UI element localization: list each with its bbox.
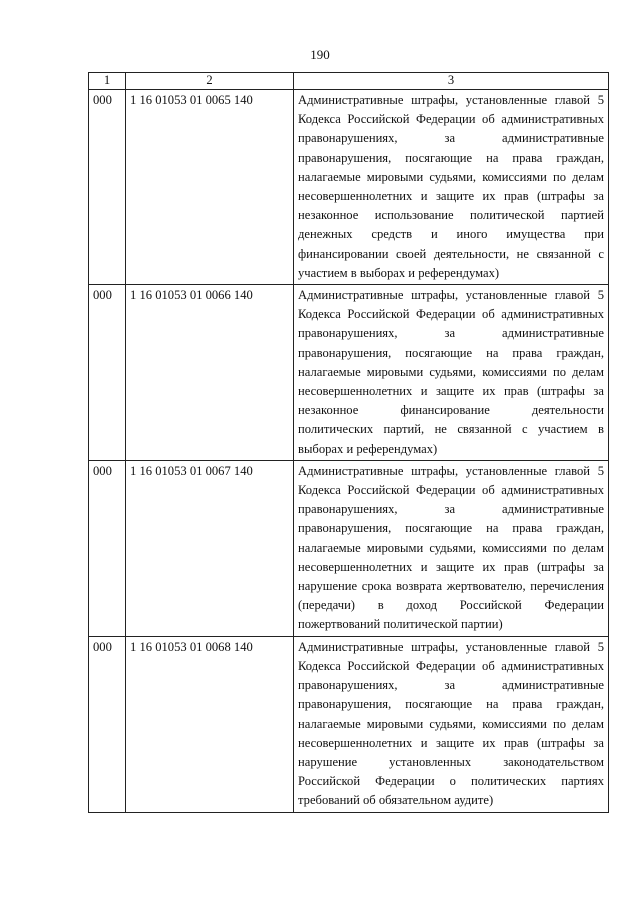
table-row: [89, 636, 609, 812]
table-row: [89, 460, 609, 636]
budget-classification-code-cell: 1 16 01053 01 0068 140: [126, 636, 294, 812]
table-row: [89, 285, 609, 461]
revenue-description-cell: Административные штрафы, установленные главой 5 Кодекса Российской Федерации об административных правонарушениях, за административные правонарушения, посягающие на права граждан, налагаемые мировыми судьями, комиссиями по делам несовершеннолетних и защите их прав (штрафы за незаконное использование политической партией денежных средств и иного имущества при финансировании своей деятельности, не связанной с участием в выборах и референдумах): [294, 90, 609, 285]
table-header-row: [89, 73, 609, 90]
budget-classification-code-cell: 1 16 01053 01 0066 140: [126, 285, 294, 461]
revenue-description-cell: Административные штрафы, установленные главой 5 Кодекса Российской Федерации об административных правонарушениях, за административные правонарушения, посягающие на права граждан, налагаемые мировыми судьями, комиссиями по делам несовершеннолетних и защите их прав (штрафы за незаконное финансирование деятельности политических партий, не связанной с участием в выборах и референдумах): [294, 285, 609, 461]
table-row: [89, 90, 609, 285]
budget-codes-table: [88, 72, 609, 813]
budget-classification-code-cell: 1 16 01053 01 0065 140: [126, 90, 294, 285]
table-body: [89, 90, 609, 813]
table-header: [89, 73, 609, 90]
budget-classification-code-cell: 1 16 01053 01 0067 140: [126, 460, 294, 636]
column-header-1: 1: [89, 73, 126, 90]
admin-code-cell: 000: [89, 636, 126, 812]
admin-code-cell: 000: [89, 90, 126, 285]
column-header-2: 2: [126, 73, 294, 90]
revenue-description-cell: Административные штрафы, установленные главой 5 Кодекса Российской Федерации об административных правонарушениях, за административные правонарушения, посягающие на права граждан, налагаемые мировыми судьями, комиссиями по делам несовершеннолетних и защите их прав (штрафы за нарушение срока возврата жертвователю, перечисления (передачи) в доход Российской Федерации пожертвований политической партии): [294, 460, 609, 636]
admin-code-cell: 000: [89, 285, 126, 461]
column-header-3: 3: [294, 73, 609, 90]
page-number: 190: [310, 47, 330, 62]
admin-code-cell: 000: [89, 460, 126, 636]
revenue-description-cell: Административные штрафы, установленные главой 5 Кодекса Российской Федерации об административных правонарушениях, за административные правонарушения, посягающие на права граждан, налагаемые мировыми судьями, комиссиями по делам несовершеннолетних и защите их прав (штрафы за нарушение установленных законодательством Российской Федерации о политических партиях требований об обязательном аудите): [294, 636, 609, 812]
